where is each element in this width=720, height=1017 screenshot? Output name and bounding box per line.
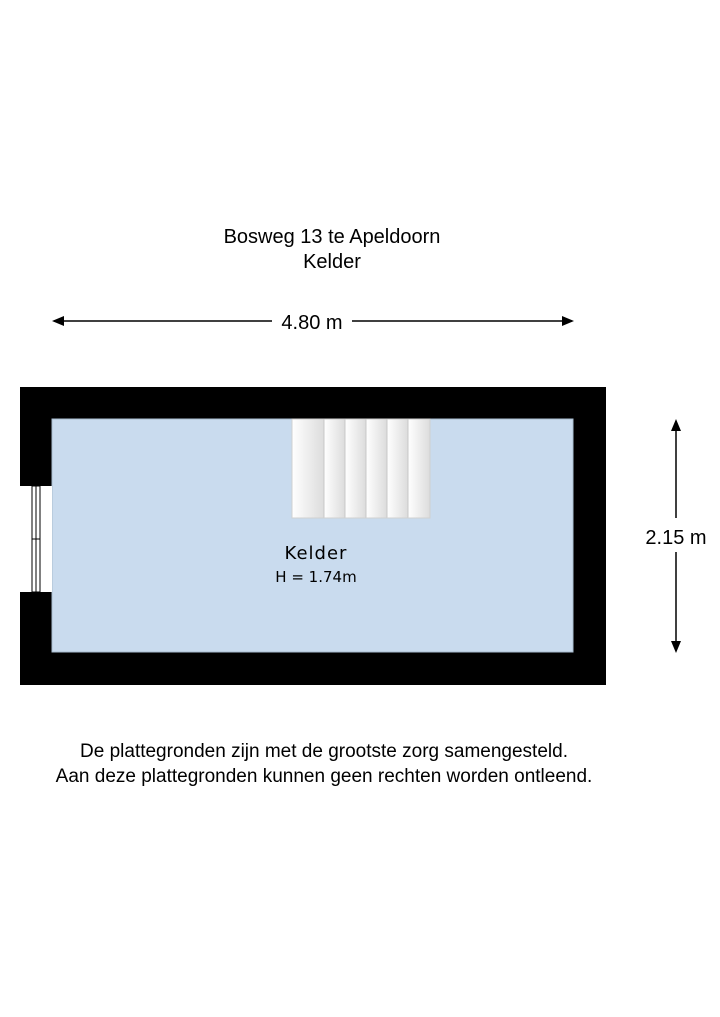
height-dimension-label: 2.15 m <box>645 527 707 549</box>
floorplan-address-title: Bosweg 13 te Apeldoorn <box>223 226 441 248</box>
floorplan-floor-title: Kelder <box>303 251 361 273</box>
arrow-left-icon <box>52 316 64 326</box>
window-icon <box>20 486 52 592</box>
stairs-icon <box>292 419 430 518</box>
width-dimension <box>52 312 574 334</box>
width-dimension-label: 4.80 m <box>281 312 343 334</box>
arrow-right-icon <box>562 316 574 326</box>
room-name-label: Kelder <box>284 543 348 564</box>
height-dimension <box>645 419 706 653</box>
room-height-label: H = 1.74m <box>275 568 357 586</box>
arrow-down-icon <box>671 641 681 653</box>
arrow-up-icon <box>671 419 681 431</box>
disclaimer-line-2: Aan deze plattegronden kunnen geen rechten worden ontleend. <box>55 766 593 787</box>
disclaimer-line-1: De plattegronden zijn met de grootste zorg samengesteld. <box>80 741 568 762</box>
